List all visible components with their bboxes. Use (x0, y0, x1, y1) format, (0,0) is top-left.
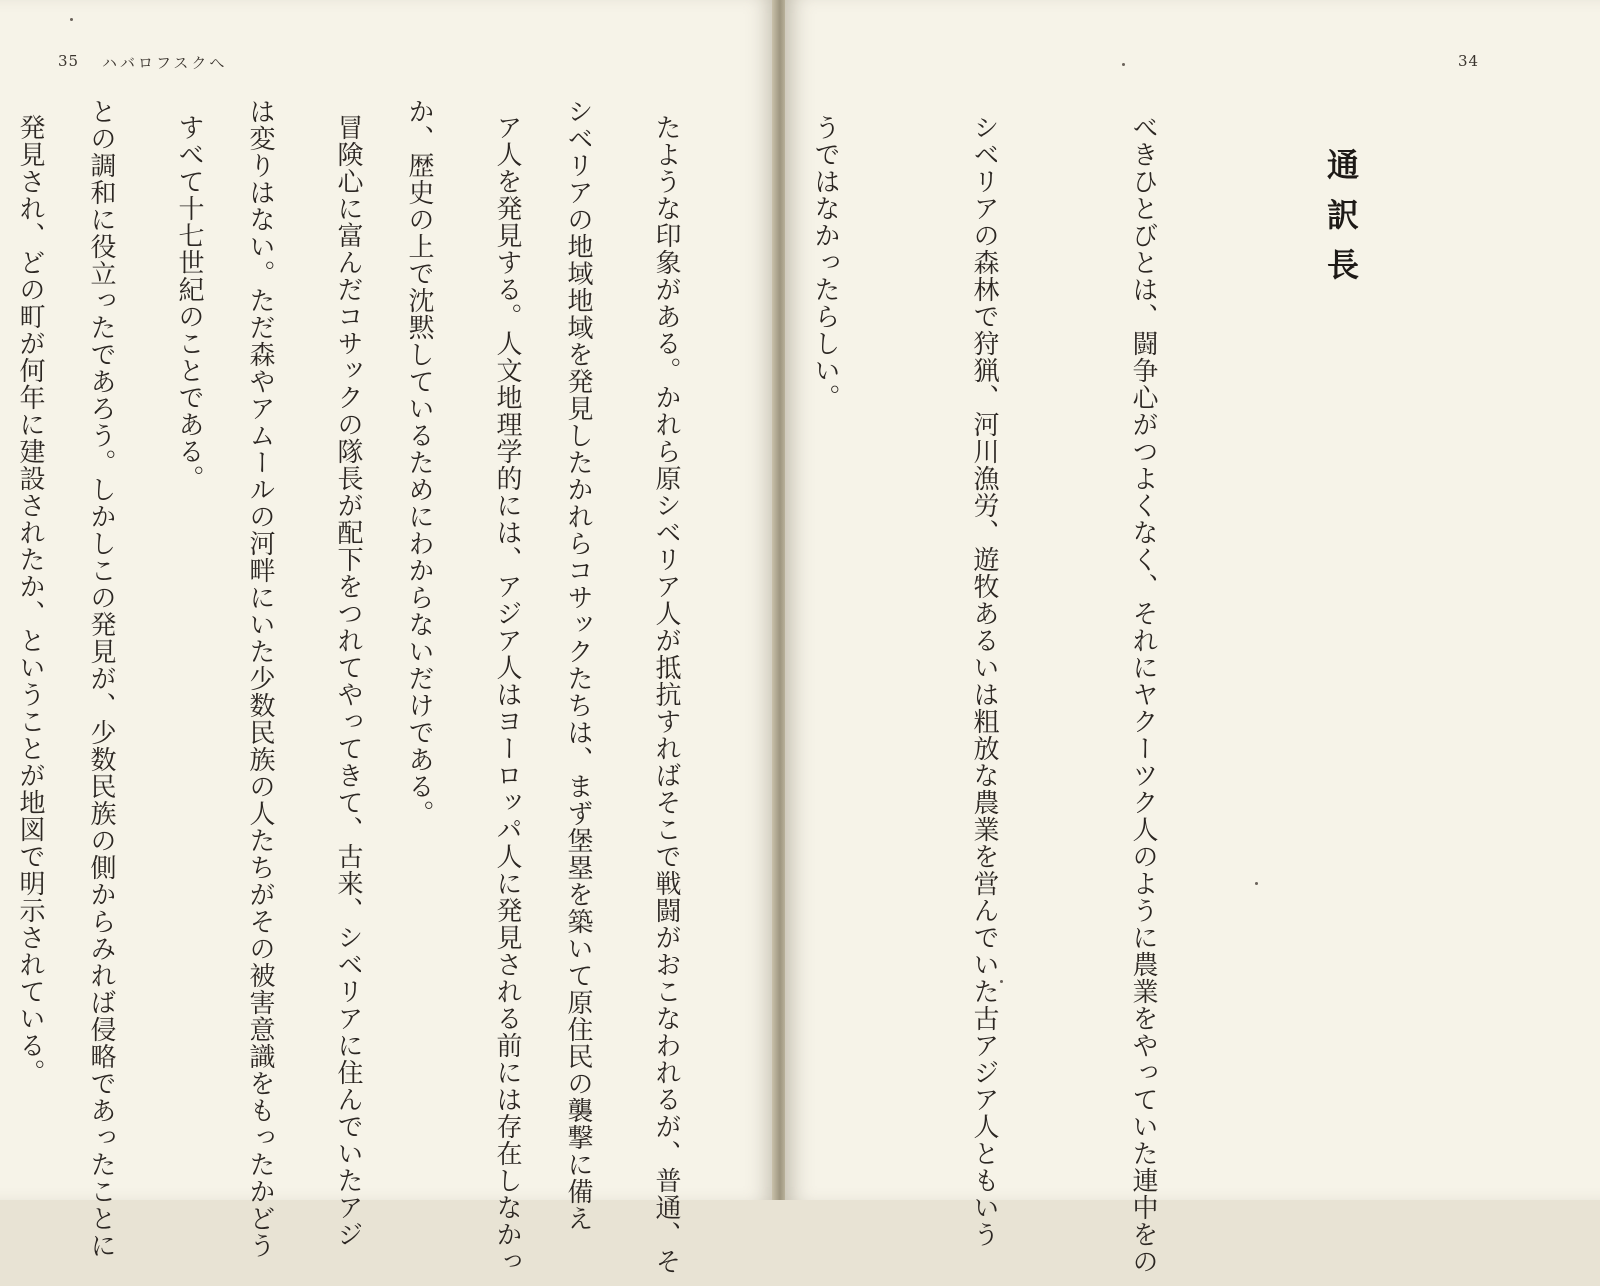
text-line: すべて十七世紀のことである。 (174, 114, 204, 492)
paper-speck (1122, 63, 1125, 66)
right-page-number: 34 (1458, 52, 1480, 70)
text-line: 冒険心に富んだコサックの隊長が配下をつれてやってきて、古来、シベリアに住んでいたアジ (333, 114, 363, 1248)
text-line: との調和に役立ったであろう。しかしこの発見が、少数民族の側からみれば侵略であったことに (86, 98, 116, 1259)
text-line: べきひとびとは、闘争心がつよくなく、それにヤクーツク人のように農業をやっていた連中をの (1128, 114, 1158, 1275)
running-title: ハバロフスクへ (102, 54, 228, 72)
left-page-number: 35 (58, 52, 80, 70)
text-line: たような印象がある。かれら原シベリア人が抵抗すればそこで戦闘がおこなわれるが、普通、そ (651, 114, 681, 1275)
text-line: シベリアの森林で狩猟、河川漁労、遊牧あるいは粗放な農業を営んでいた古アジア人ともいう (969, 114, 999, 1248)
text-line: 発見され、どの町が何年に建設されたか、ということが地図で明示されている。 (15, 114, 45, 1086)
paper-speck (1000, 980, 1003, 983)
chapter-title: 通訳長 (1322, 148, 1360, 298)
text-line: か、歴史の上で沈黙しているためにわからないだけである。 (404, 98, 434, 827)
text-line: ア人を発見する。人文地理学的には、アジア人はヨーロッパ人に発見される前には存在しなかっ (492, 114, 522, 1275)
paper-speck (1255, 882, 1258, 885)
text-line: シベリアの地域地域を発見したかれらコサックたちは、まず堡塁を築いて原住民の襲撃に備え (563, 98, 593, 1232)
paper-speck (70, 18, 73, 21)
text-line: うではなかったらしい。 (810, 114, 840, 411)
text-line: は変りはない。ただ森やアムールの河畔にいた少数民族の人たちがその被害意識をもったかどう (245, 98, 275, 1259)
